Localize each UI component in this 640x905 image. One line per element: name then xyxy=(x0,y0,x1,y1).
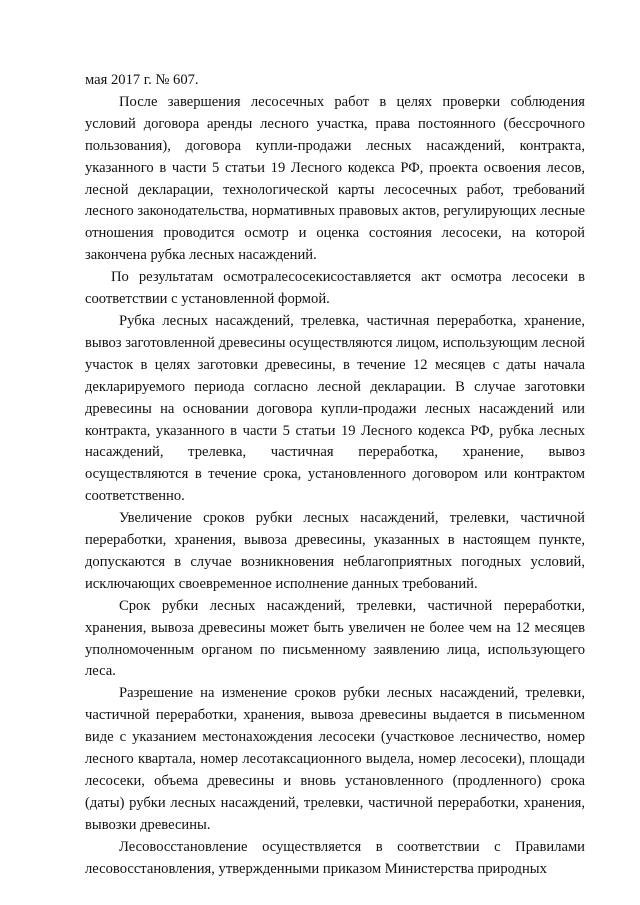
document-page xyxy=(85,70,585,881)
paragraph-term-extension: Увеличение сроков рубки лесных насаждений, трелевки, частичной переработки, хранения, вывоза древесины, указанных в настоящем пункте, допускаются в случае возникновения неблагоприятных погодных условий, исключающих своевременное исполнение данных требований. xyxy=(85,510,585,592)
paragraph-felling-terms: Рубка лесных насаждений, трелевка, частичная переработка, хранение, вывоз заготовленной древесины осуществляются лицом, использующим лесной участок в целях заготовки древесины, в течение 12 месяцев с даты начала декларируемого периода согласно лесной декларации. В случае заготовки древесины на основании договора купли-продажи лесных насаждений или контракта, указанного в части 5 статьи 19 Лесного кодекса РФ, рубка лесных насаждений, трелевка, частичная переработка, хранение, вывоз осуществляются в течение срока, установленного договором или контрактом соответственно. xyxy=(85,312,585,505)
paragraph-reforestation: Лесовосстановление осуществляется в соответствии с Правилами лесовосстановления, утвержденными приказом Министерства природных xyxy=(85,838,585,877)
paragraph-inspection-act: По результатам осмотралесосекисоставляется акт осмотра лесосеки в соответствии с установленной формой. xyxy=(85,269,585,308)
paragraph-term-limit: Срок рубки лесных насаждений, трелевки, частичной переработки, хранения, вывоза древесины может быть увеличен не более чем на 12 месяцев уполномоченным органом по письменному заявлению лица, использующего леса. xyxy=(85,597,585,680)
paragraph-permission: Разрешение на изменение сроков рубки лесных насаждений, трелевки, частичной переработки, хранения, вывоза древесины выдается в письменном виде с указанием местонахождения лесосеки (участковое лесничество, номер лесного квартала, номер лесотаксационного выдела, номер лесосеки), площади лесосеки, объема древесины и вновь установленного (продленного) срока (даты) рубки лесных насаждений, трелевки, частичной переработки, хранения, вывозки древесины. xyxy=(85,685,585,833)
paragraph-inspection: После завершения лесосечных работ в целях проверки соблюдения условий договора аренды лесного участка, права постоянного (бессрочного пользования), договора купли-продажи лесных насаждений, контракта, указанного в части 5 статьи 19 Лесного кодекса РФ, проекта освоения лесов, лесной декларации, технологической карты лесосечных работ, требований лесного законодательства, нормативных правовых актов, регулирующих лесные отношения проводится осмотр и оценка состояния лесосеки, на которой закончена рубка лесных насаждений. xyxy=(85,93,585,264)
paragraph-date-ref: мая 2017 г. № 607. xyxy=(85,72,199,88)
